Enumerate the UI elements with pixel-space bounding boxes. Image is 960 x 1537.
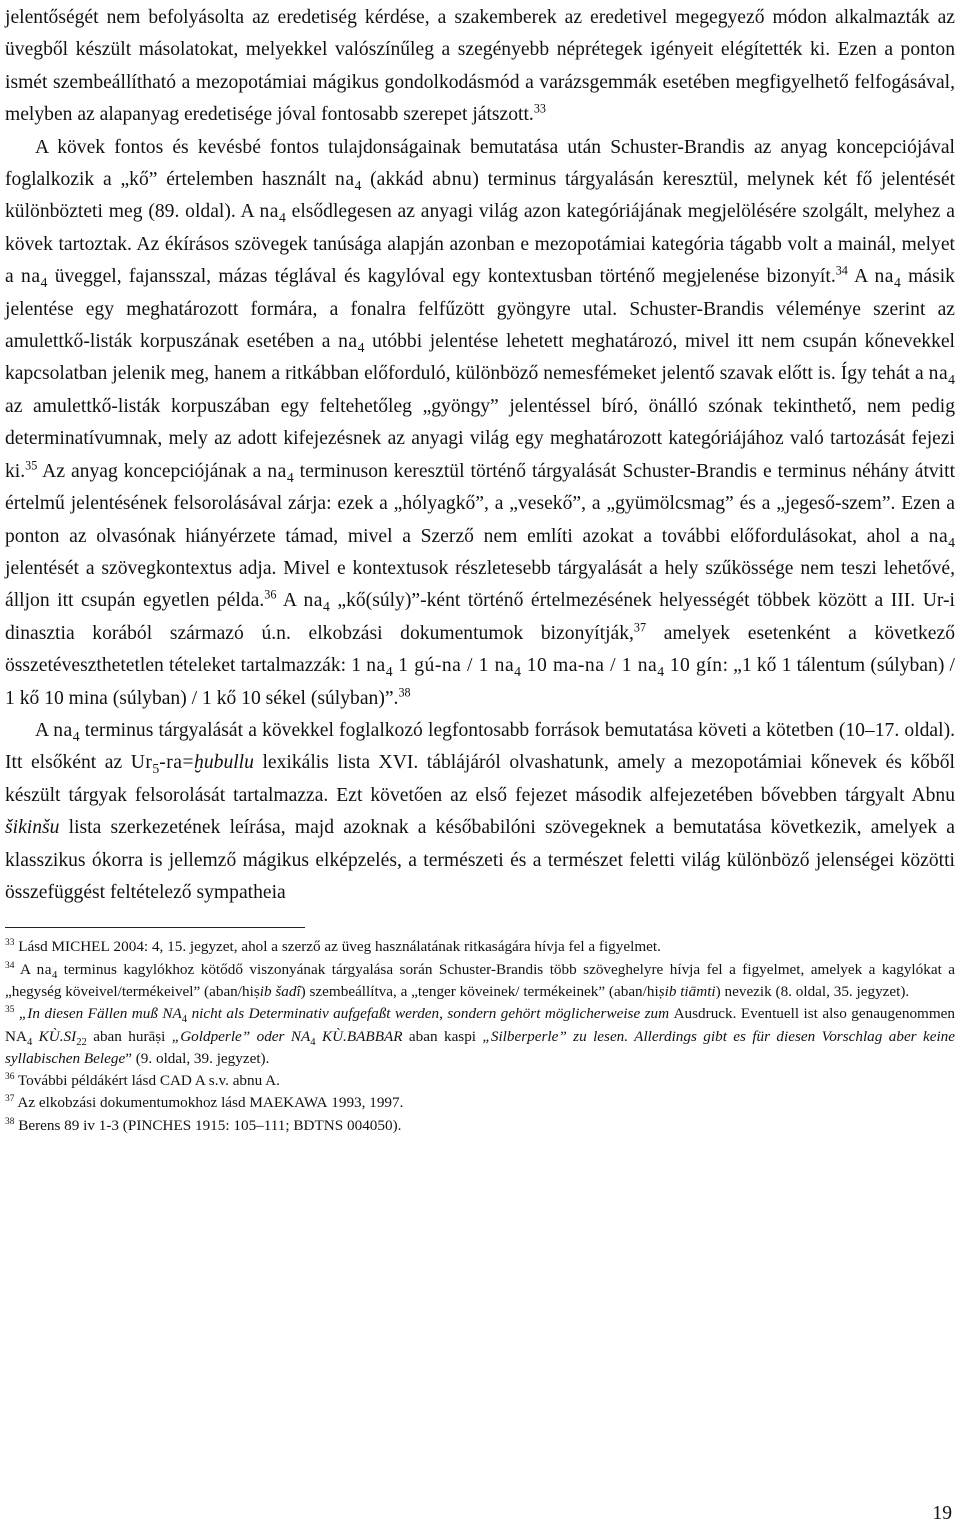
text-run: na: [637, 655, 658, 677]
page-number: 19: [932, 1503, 952, 1524]
text-run: 4: [514, 664, 522, 680]
footnote-ref: 37: [633, 620, 647, 635]
text-run: 4: [310, 1036, 316, 1048]
text-run: az amulettkő-listák korpuszában egy feltehetőleg „gyöngy” jelentéssel bíró, önálló szónak tekinthető, nem pedig determinatívumnak, mely az adott kifejezésnek az anyagi világ egy meghatározott kategóriájához való tartozását fejezi ki.: [5, 395, 955, 482]
text-run: na: [21, 266, 41, 288]
text-run: jelentőségét nem befolyásolta az eredetiség kérdése, a szakemberek az eredetivel megegyező módon alkalmazták az üvegből készült másolatokat, melyekkel valószínűleg a szegényebb néprétegek igényeit elégítették ki. Ezen a ponton ismét szembeállítható a mezopotámiai mágikus gondolkodásmód a varázsgemmák esetében megfigyelhető felfogásával, melyben az alapanyag eredetisége jóval fontosabb szerepet játszott.: [5, 7, 955, 126]
text-run: 4: [26, 1036, 33, 1048]
footnote-ref: 34: [835, 263, 848, 278]
text-run: A: [847, 266, 875, 288]
footnote-ref: 36: [5, 1072, 15, 1083]
text-run: 5: [152, 761, 160, 777]
text-run: A kövek fontos és kevésbé fontos tulajdonságainak bemutatása után Schuster-Brandis az anyag koncepciójával foglalkozik a „kő” értelemben használt: [5, 136, 955, 191]
text-run: nicht als Determinativ aufgefaßt werden, sondern gehört möglicherweise zum: [187, 1005, 674, 1023]
paragraph: [5, 715, 955, 909]
text-run: 1 gú-na / 1: [392, 655, 495, 677]
text-run: 4: [657, 664, 665, 680]
footnote-ref: 37: [5, 1094, 15, 1105]
footnote-ref: 33: [5, 938, 15, 949]
paragraph: [5, 2, 955, 132]
text-run: terminus kagylókhoz kötődő viszonyának tárgyalása során Schuster-Brandis több szöveghelyre hívja fel a figyelmet, amelyek a kagylókat a „hegység köveivel/termékeivel” (: [5, 960, 956, 1000]
text-run: šikinšu: [5, 817, 60, 839]
text-run: na: [303, 590, 323, 612]
text-run: amelyek esetenként a következő összetéveszthetetlen tételeket tartalmazzák: 1: [5, 622, 955, 677]
text-run: Ur: [130, 752, 153, 774]
text-run: utóbbi jelentése lehetett meghatározó, mivel itt nem csupán kőnevekkel kapcsolatban jelenik meg, hanem a ritkábban előforduló, különböző nemesfémeket jelentő szavak előtt is. Így tehát a: [5, 331, 955, 385]
text-run: 1915: 105–111; BDTNS 004050).: [191, 1116, 402, 1134]
text-run: na: [928, 363, 949, 385]
text-run: A: [14, 960, 37, 978]
text-run: ” (9. oldal, 39. jegyzet).: [125, 1049, 270, 1067]
text-run: ṣib tiāmti: [658, 982, 716, 1000]
text-run: másik jelentése egy meghatározott formára, a fonalra felfűzött gyöngyre utal. Schuster-Brandis véleménye szerint az amulettkő-listák korpuszának esetében a: [5, 266, 955, 353]
footnote-ref: 33: [533, 101, 546, 116]
text-run: 4: [322, 599, 330, 615]
text-run: INCHES: [136, 1116, 192, 1134]
text-run: AEKAWA: [262, 1094, 328, 1112]
text-run: 22: [76, 1036, 87, 1048]
text-run: ) nevezik (8. oldal, 35. jegyzet).: [715, 982, 910, 1000]
text-run: (akkád: [361, 169, 433, 191]
text-run: na: [928, 525, 949, 547]
text-run: na: [36, 960, 52, 978]
footnote-ref: 34: [5, 960, 15, 971]
text-run: 1993, 1997.: [327, 1094, 404, 1112]
text-run: „kő(súly)”-ként történő értelmezésének helyességét többek között a III. Ur-i dinasztia korából származó ú.n. elkobzási dokumentumok bizonyítják,: [5, 590, 955, 644]
footnote: [5, 1070, 955, 1092]
text-run: Lásd M: [14, 938, 66, 956]
text-run: 10 ma-na / 1: [521, 655, 638, 677]
footnote-ref: 38: [398, 685, 411, 699]
text-run: terminuson keresztül történő tárgyalását Schuster-Brandis e terminus néhány átvitt értelmű jelentésének felsorolásával zárja: ezek a „hólyagkő”, a „vesekő”, a „gyümölcsmag” és a „jegeső-szem”. Ezen a ponton az olvasónak hiányérzete támad, mivel a Szerző nem említi azokat a további előfordulásokat, ahol a: [5, 460, 956, 547]
text-run: : „1 kő 1 tálentum (súlyban) / 1 kő 10 mina (súlyban) / 1 kő 10 sékel (súlyban)”.: [5, 655, 955, 709]
text-run: na: [494, 655, 515, 677]
text-run: „Silberperle” zu lesen. Allerdings gibt es für diesen Vorschlag aber keine syllabischen Belege: [5, 1027, 956, 1067]
text-run: terminus tárgyalását a kövekkel foglalkozó legfontosabb források bemutatása követi a kötetben (10–17. oldal). Itt elsőként az: [5, 719, 955, 774]
text-run: lista szerkezetének leírása, majd azoknak a későbabilóni szövegeknek a bemutatása következik, amelyek a klasszikus ókorra is jellemző mágikus elképzelés, a természeti és a természet feletti világ különböző jelenségei közötti összefüggést feltételező sympatheia: [5, 817, 955, 903]
footnote-ref: 38: [5, 1116, 15, 1127]
text-run: Az anyag koncepciójának a: [37, 460, 268, 482]
text-run: ICHEL: [65, 938, 110, 956]
text-run: A: [276, 590, 304, 612]
text-run: ) szembeállítva, a „tenger köveinek/ termékeinek” (: [300, 982, 614, 1000]
text-run: 4: [385, 664, 393, 680]
footnote: [5, 936, 955, 958]
text-run: ) terminus tárgyalásán keresztül, melynek két fő jelentését különbözteti meg (89. oldal). A: [5, 169, 956, 223]
text-run: üveggel, fajansszal, mázas téglával és kagylóval egy kontextusban történő megjelenése bizonyít.: [47, 266, 836, 288]
text-run: abnu: [432, 169, 473, 191]
text-run: 4: [948, 372, 955, 388]
text-run: „Goldperle” oder NA: [171, 1027, 311, 1045]
paragraph: [5, 132, 955, 715]
text-run: KÙ.SI: [32, 1027, 77, 1045]
text-run: na: [267, 460, 287, 482]
text-run: na: [53, 719, 73, 741]
text-run: na: [338, 331, 358, 353]
text-run: 4: [40, 275, 48, 291]
text-run: aban hurāṣi: [86, 1027, 172, 1045]
text-run: -ra=: [159, 752, 195, 774]
text-run: na: [366, 655, 386, 677]
text-run: 4: [948, 534, 955, 550]
text-run: Ausdruck. Eventuell ist also genaugenommen NA: [5, 1005, 956, 1045]
footnote: [5, 1115, 955, 1137]
text-run: 4: [286, 469, 294, 485]
footnote-ref: 35: [5, 1005, 15, 1016]
footnote-ref: 36: [264, 587, 277, 602]
text-run: 4: [354, 177, 362, 193]
text-run: További példákért lásd CAD A s.v. abnu A.: [14, 1072, 280, 1090]
text-run: 4: [278, 210, 286, 226]
text-run: 4: [894, 275, 901, 291]
footnote: [5, 1003, 955, 1070]
main-text: [5, 2, 955, 909]
text-run: KÙ.BABBAR: [315, 1027, 403, 1045]
text-run: jelentését a szövegkontextus adja. Mivel e kontextusok részletesebb tárgyalását a hely szűkössége nem teszi lehetővé, álljon itt csupán egyetlen példa.: [5, 557, 955, 612]
text-run: ḫubullu: [194, 752, 254, 774]
text-run: na: [874, 266, 894, 288]
text-run: Az elkobzási dokumentumokhoz lásd M: [14, 1094, 263, 1112]
text-run: aban/hi: [613, 982, 659, 1000]
footnote-ref: 35: [25, 458, 38, 473]
text-run: 4: [72, 728, 80, 744]
text-run: ib šadî: [259, 982, 301, 1000]
text-run: aban/hi: [209, 982, 254, 1000]
footnote: [5, 1092, 955, 1114]
footnote: [5, 959, 955, 1004]
text-run: ṣ: [253, 982, 260, 1000]
text-run: 2004: 4, 15. jegyzet, ahol a szerző az üveg használatának ritkaságára hívja fel a figyelmet.: [109, 938, 661, 956]
footnotes: [5, 936, 955, 1137]
text-run: A: [35, 719, 54, 741]
text-run: „In diesen Fällen muß NA: [14, 1005, 182, 1023]
page-content: [5, 2, 955, 1137]
text-run: elsődlegesen az anyagi világ azon kategóriájának megjelölésére szolgált, melyhez a kövek tartoztak. Az ékírásos szövegek tanúsága alapján azonban e mezopotámiai kategória tágabb volt a mainál, melyet a: [5, 201, 955, 288]
text-run: na: [259, 201, 279, 223]
text-run: 4: [181, 1014, 188, 1026]
text-run: 10 gín: [664, 655, 723, 677]
text-run: lexikális lista XVI. táblájáról olvashatunk, amely a mezopotámiai kőnevek és kőből készült tárgyak felsorolását tartalmazza. Ezt követően az első fejezet második alfejezetében bővebben tárgyalt Abnu: [5, 752, 955, 806]
text-run: 4: [357, 339, 365, 355]
text-run: Berens 89 iv 1-3 (P: [14, 1116, 137, 1134]
text-run: 4: [52, 969, 58, 981]
footnote-separator: [5, 927, 305, 928]
text-run: na: [335, 169, 355, 191]
text-run: aban kaspi: [402, 1027, 483, 1045]
